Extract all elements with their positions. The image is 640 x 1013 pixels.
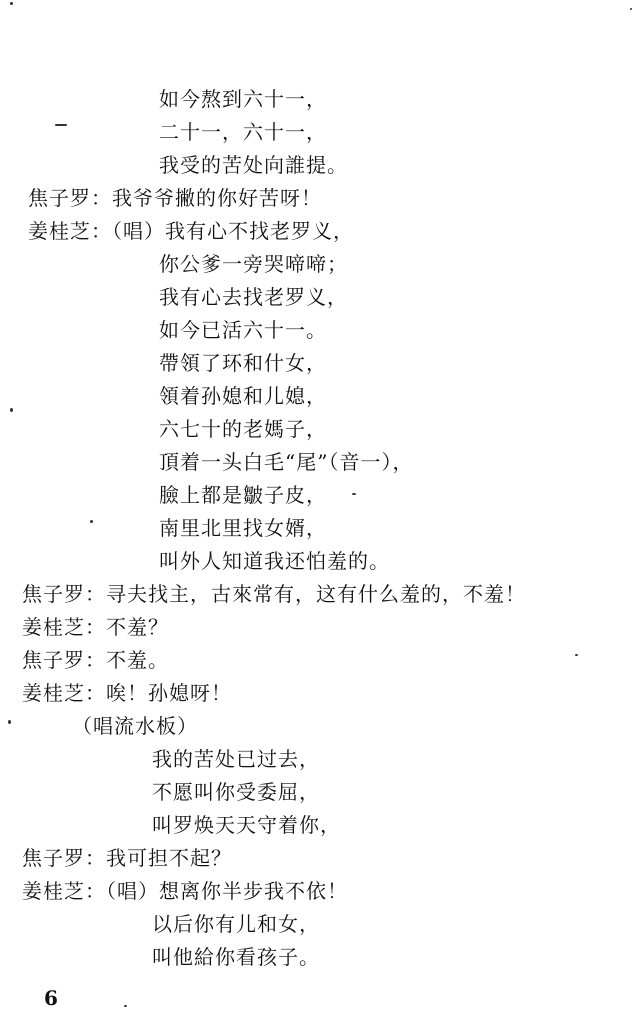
scan-speck <box>10 408 13 412</box>
verse-line: 臉上都是皺子皮， <box>159 483 327 507</box>
dialogue-line: 姜桂芝：唉！孙媳呀！ <box>22 681 232 705</box>
page-number: 6 <box>44 986 58 1010</box>
dialogue-line: 姜桂芝：（唱）想离你半步我不依！ <box>22 879 348 903</box>
dialogue-line: 姜桂芝：不羞？ <box>22 615 169 639</box>
verse-line: 二十一，六十一， <box>159 120 327 144</box>
scan-speck <box>55 124 67 126</box>
verse-line: 頂着一头白毛“尾”（音一）， <box>159 450 414 474</box>
verse-line: 領着孙媳和儿媳， <box>159 384 327 408</box>
verse-line: 叫他給你看孩子。 <box>152 945 320 969</box>
verse-line: 不愿叫你受委屈， <box>152 780 320 804</box>
verse-line: 以后你有儿和女， <box>152 912 320 936</box>
scan-speck <box>630 8 632 10</box>
verse-line: 我的苦处已过去， <box>152 747 320 771</box>
verse-line: 我有心去找老罗义， <box>159 285 348 309</box>
verse-line: 帶領了环和什女， <box>159 351 327 375</box>
verse-line: 南里北里找女婿， <box>159 516 327 540</box>
verse-line: 六七十的老媽子， <box>159 417 327 441</box>
verse-line: 如今已活六十一。 <box>159 318 327 342</box>
scan-speck <box>10 2 13 5</box>
scan-speck <box>8 720 11 724</box>
verse-line: 你公爹一旁哭啼啼； <box>159 252 348 276</box>
verse-line: 叫罗焕天天守着你， <box>152 813 341 837</box>
scan-speck <box>352 493 356 495</box>
stage-direction: （唱流水板） <box>72 714 198 738</box>
dialogue-line: 姜桂芝：（唱）我有心不找老罗义， <box>28 219 354 243</box>
dialogue-line: 焦子罗：我可担不起？ <box>22 846 232 870</box>
scan-speck <box>90 520 93 523</box>
scan-speck <box>124 1005 127 1007</box>
verse-line: 我受的苦处向誰提。 <box>159 153 348 177</box>
scan-speck <box>575 654 578 656</box>
dialogue-line: 焦子罗：寻夫找主，古來常有，这有什么羞的，不羞！ <box>22 582 526 606</box>
verse-line: 如今熬到六十一， <box>159 87 327 111</box>
dialogue-line: 焦子罗：我爷爷撇的你好苦呀！ <box>28 186 322 210</box>
verse-line: 叫外人知道我还怕羞的。 <box>159 549 390 573</box>
dialogue-line: 焦子罗：不羞。 <box>22 648 169 672</box>
